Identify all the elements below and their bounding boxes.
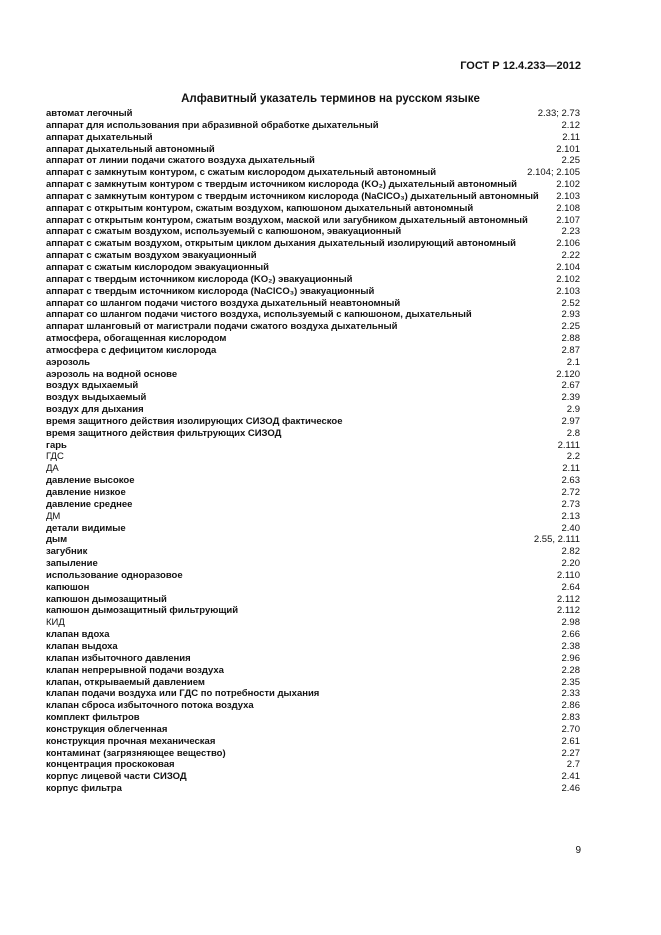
index-term: корпус лицевой части СИЗОД xyxy=(46,771,187,783)
index-reference: 2.67 xyxy=(561,380,580,392)
index-reference: 2.25 xyxy=(561,155,580,167)
index-reference: 2.35 xyxy=(561,676,580,688)
index-reference: 2.103 xyxy=(556,285,580,297)
index-reference: 2.120 xyxy=(556,368,580,380)
index-entry xyxy=(46,641,580,653)
index-term: конструкция прочная механическая xyxy=(46,735,216,747)
index-term: клапан избыточного давления xyxy=(46,652,191,664)
index-term: детали видимые xyxy=(46,522,126,534)
index-entry xyxy=(46,523,580,535)
index-term: аппарат с замкнутым контуром с твердым источником кислорода (KO₂) дыхательный автономный xyxy=(46,179,517,191)
index-entry xyxy=(46,108,580,120)
index-reference: 2.101 xyxy=(556,143,580,155)
index-entry xyxy=(46,783,580,795)
index-reference: 2.22 xyxy=(561,250,580,262)
index-entry xyxy=(46,594,580,606)
index-reference: 2.110 xyxy=(556,569,580,581)
index-reference: 2.33 xyxy=(561,688,580,700)
index-term: аппарат со шлангом подачи чистого воздуха, используемый с капюшоном, дыхательный xyxy=(46,309,472,321)
index-term: воздух выдыхаемый xyxy=(46,392,147,404)
index-reference: 2.108 xyxy=(556,202,580,214)
index-term: аппарат с открытым контуром, сжатым воздухом, капюшоном дыхательный автономный xyxy=(46,202,474,214)
index-reference: 2.11 xyxy=(562,131,580,143)
index-term: аппарат с сжатым воздухом, используемый с капюшоном, эвакуационный xyxy=(46,226,402,238)
index-reference: 2.66 xyxy=(561,629,580,641)
index-entry xyxy=(46,677,580,689)
index-entry xyxy=(46,321,580,333)
index-term: контаминат (загрязняющее вещество) xyxy=(46,747,226,759)
index-entry xyxy=(46,712,580,724)
index-term: капюшон xyxy=(46,581,90,593)
index-entry xyxy=(46,203,580,215)
index-entry xyxy=(46,487,580,499)
index-reference: 2.104 xyxy=(556,261,580,273)
index-entry xyxy=(46,250,580,262)
index-reference: 2.83 xyxy=(561,712,580,724)
index-reference: 2.103 xyxy=(556,190,580,202)
index-term: клапан, открываемый давлением xyxy=(46,676,205,688)
index-term: ГДС xyxy=(46,451,64,463)
index-entry xyxy=(46,570,580,582)
index-term: аппарат шланговый от магистрали подачи сжатого воздуха дыхательный xyxy=(46,321,398,333)
index-reference: 2.8 xyxy=(566,427,580,439)
index-term: ДМ xyxy=(46,510,61,522)
index-reference: 2.82 xyxy=(561,546,580,558)
index-reference: 2.55, 2.111 xyxy=(533,534,580,546)
index-entry xyxy=(46,132,580,144)
index-reference: 2.88 xyxy=(561,333,580,345)
index-term: аппарат с сжатым кислородом эвакуационный xyxy=(46,261,269,273)
index-term: аппарат с сжатым воздухом, открытым циклом дыхания дыхательный изолирующий автономный xyxy=(46,238,516,250)
index-term: аэрозоль на водной основе xyxy=(46,368,178,380)
index-entry xyxy=(46,155,580,167)
index-reference: 2.87 xyxy=(561,344,580,356)
index-reference: 2.97 xyxy=(561,415,580,427)
index-entry xyxy=(46,451,580,463)
index-entry xyxy=(46,404,580,416)
index-entry xyxy=(46,546,580,558)
index-term: аппарат дыхательный xyxy=(46,131,153,143)
index-term: клапан выдоха xyxy=(46,640,118,652)
index-entry xyxy=(46,369,580,381)
index-term: конструкция облегченная xyxy=(46,723,168,735)
index-term: капюшон дымозащитный фильтрующий xyxy=(46,605,239,617)
index-term: дым xyxy=(46,534,68,546)
index-term: аппарат с открытым контуром, сжатым воздухом, маской или загубником дыхательный автономный xyxy=(46,214,528,226)
index-term: воздух для дыхания xyxy=(46,404,144,416)
index-term: аппарат с твердым источником кислорода (KO₂) эвакуационный xyxy=(46,273,353,285)
index-entry xyxy=(46,724,580,736)
index-reference: 2.86 xyxy=(561,700,580,712)
index-reference: 2.25 xyxy=(561,321,580,333)
index-entry xyxy=(46,416,580,428)
index-reference: 2.61 xyxy=(561,735,580,747)
index-term: время защитного действия изолирующих СИЗОД фактическое xyxy=(46,415,343,427)
index-reference: 2.33; 2.73 xyxy=(537,108,580,119)
index-reference: 2.98 xyxy=(561,617,580,629)
index-entry xyxy=(46,440,580,452)
index-reference: 2.102 xyxy=(556,273,580,285)
index-reference: 2.96 xyxy=(561,652,580,664)
index-entry xyxy=(46,463,580,475)
index-term: запыление xyxy=(46,558,98,570)
index-reference: 2.13 xyxy=(561,510,580,522)
index-entry xyxy=(46,629,580,641)
index-reference: 2.2 xyxy=(566,451,580,463)
index-entry xyxy=(46,771,580,783)
index-reference: 2.112 xyxy=(556,605,580,617)
index-term: автомат легочный xyxy=(46,108,133,119)
index-entry xyxy=(46,262,580,274)
index-reference: 2.1 xyxy=(566,356,580,368)
index-reference: 2.102 xyxy=(556,179,580,191)
index-reference: 2.23 xyxy=(561,226,580,238)
index-entry xyxy=(46,736,580,748)
index-entry xyxy=(46,286,580,298)
index-reference: 2.38 xyxy=(561,640,580,652)
index-reference: 2.73 xyxy=(561,498,580,510)
index-reference: 2.63 xyxy=(561,475,580,487)
index-entry xyxy=(46,226,580,238)
index-reference: 2.93 xyxy=(561,309,580,321)
index-reference: 2.46 xyxy=(561,783,580,795)
index-term: время защитного действия фильтрующих СИЗОД xyxy=(46,427,282,439)
index-entry xyxy=(46,191,580,203)
index-term: клапан вдоха xyxy=(46,629,110,641)
index-term: комплект фильтров xyxy=(46,712,140,724)
index-term: загубник xyxy=(46,546,88,558)
index-term: аэрозоль xyxy=(46,356,90,368)
index-term: давление среднее xyxy=(46,498,133,510)
index-entry xyxy=(46,653,580,665)
index-entry xyxy=(46,499,580,511)
index-entry xyxy=(46,582,580,594)
index-entry xyxy=(46,392,580,404)
index-term: КИД xyxy=(46,617,65,629)
index-entry xyxy=(46,558,580,570)
index-term: использование одноразовое xyxy=(46,569,183,581)
index-reference: 2.11 xyxy=(562,463,580,475)
index-term: концентрация проскоковая xyxy=(46,759,175,771)
index-term: аппарат от линии подачи сжатого воздуха дыхательный xyxy=(46,155,315,167)
index-reference: 2.72 xyxy=(561,487,580,498)
index-reference: 2.9 xyxy=(566,404,580,416)
index-term: атмосфера, обогащенная кислородом xyxy=(46,333,227,345)
index-reference: 2.12 xyxy=(561,119,580,131)
index-reference: 2.104; 2.105 xyxy=(527,167,580,179)
index-entry xyxy=(46,120,580,132)
index-entry xyxy=(46,759,580,771)
index-reference: 2.70 xyxy=(561,723,580,735)
index-term: аппарат с сжатым воздухом эвакуационный xyxy=(46,250,257,262)
page-number: 9 xyxy=(575,845,581,856)
index-reference: 2.112 xyxy=(556,593,580,605)
index-entry xyxy=(46,238,580,250)
index-entry xyxy=(46,309,580,321)
index-entry xyxy=(46,298,580,310)
document-code: ГОСТ Р 12.4.233—2012 xyxy=(460,60,581,72)
index-reference: 2.20 xyxy=(561,558,580,570)
index-reference: 2.41 xyxy=(561,771,580,783)
index-entry xyxy=(46,700,580,712)
index-term: давление высокое xyxy=(46,475,135,487)
index-entry xyxy=(46,380,580,392)
index-term: корпус фильтра xyxy=(46,783,122,795)
term-index-list xyxy=(46,108,580,795)
index-entry xyxy=(46,274,580,286)
index-term: аппарат со шлангом подачи чистого воздуха дыхательный неавтономный xyxy=(46,297,401,309)
index-reference: 2.28 xyxy=(561,664,580,676)
index-entry xyxy=(46,167,580,179)
index-entry xyxy=(46,475,580,487)
index-entry xyxy=(46,534,580,546)
index-entry xyxy=(46,357,580,369)
index-entry xyxy=(46,428,580,440)
index-term: гарь xyxy=(46,439,67,451)
index-term: аппарат с замкнутым контуром с твердым источником кислорода (NaClCO₃) дыхательный автономный xyxy=(46,190,539,202)
index-entry xyxy=(46,333,580,345)
index-term: капюшон дымозащитный xyxy=(46,593,167,605)
index-entry xyxy=(46,605,580,617)
index-reference: 2.64 xyxy=(561,581,580,593)
index-reference: 2.27 xyxy=(561,747,580,759)
index-term: клапан непрерывной подачи воздуха xyxy=(46,664,224,676)
index-entry xyxy=(46,179,580,191)
index-term: аппарат с замкнутым контуром, с сжатым кислородом дыхательный автономный xyxy=(46,167,437,179)
index-term: аппарат с твердым источником кислорода (NaClCO₃) эвакуационный xyxy=(46,285,375,297)
index-term: давление низкое xyxy=(46,487,126,498)
index-term: аппарат дыхательный автономный xyxy=(46,143,215,155)
index-entry xyxy=(46,748,580,760)
index-reference: 2.40 xyxy=(561,522,580,534)
index-term: воздух вдыхаемый xyxy=(46,380,139,392)
index-entry xyxy=(46,511,580,523)
index-entry xyxy=(46,345,580,357)
index-term: аппарат для использования при абразивной обработке дыхательный xyxy=(46,119,379,131)
index-term: клапан сброса избыточного потока воздуха xyxy=(46,700,254,712)
index-term: ДА xyxy=(46,463,59,475)
index-reference: 2.52 xyxy=(561,297,580,309)
index-term: клапан подачи воздуха или ГДС по потребности дыхания xyxy=(46,688,320,700)
index-title: Алфавитный указатель терминов на русском языке xyxy=(181,93,480,105)
index-reference: 2.39 xyxy=(561,392,580,404)
index-entry xyxy=(46,617,580,629)
index-entry xyxy=(46,665,580,677)
index-reference: 2.111 xyxy=(557,439,580,451)
index-reference: 2.7 xyxy=(566,759,580,771)
index-term: атмосфера с дефицитом кислорода xyxy=(46,344,217,356)
index-entry xyxy=(46,688,580,700)
index-reference: 2.106 xyxy=(556,238,580,250)
index-reference: 2.107 xyxy=(556,214,580,226)
index-entry xyxy=(46,144,580,156)
index-entry xyxy=(46,215,580,227)
